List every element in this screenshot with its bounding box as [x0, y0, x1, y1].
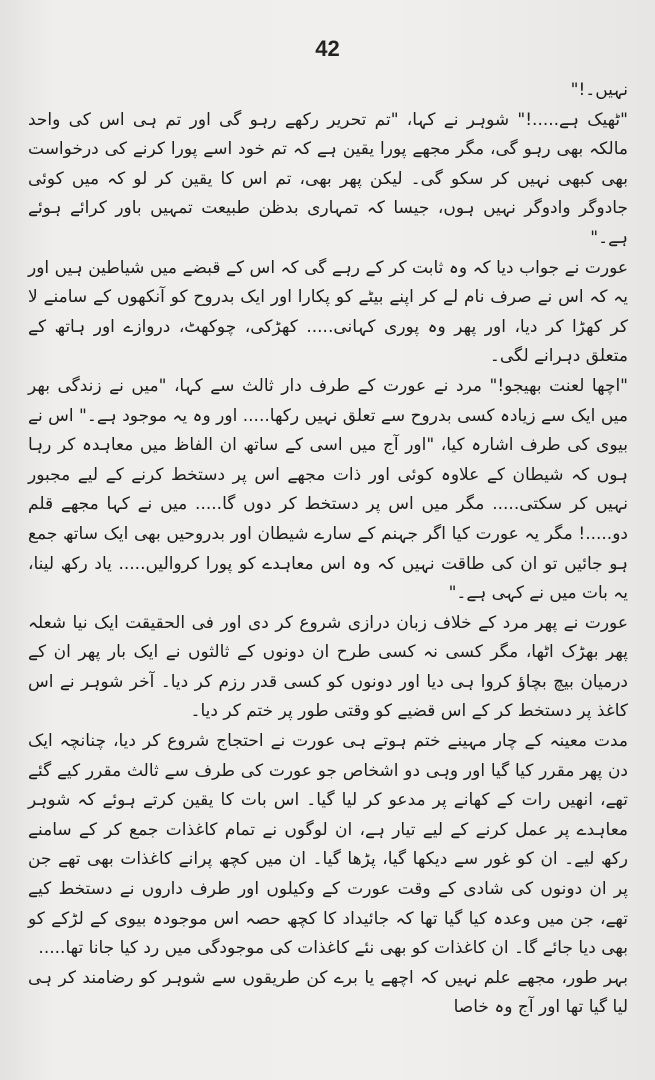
page-body — [28, 76, 628, 1023]
paragraph: عورت نے پھر مرد کے خلاف زبان درازی شروع کر دی اور فی الحقیقت ایک نیا شعلہ پھر بھڑک اٹھا، مگر کسی نہ کسی طرح ان دونوں کے ثالثوں نے ایک بار پھر ان کے درمیان بیچ بچاؤ کروا ہی دیا اور دونوں کو کسی قدر رزم کر دیا۔ آخر شوہر نے اس کاغذ پر دستخط کر کے اس قضیے کو وقتی طور پر ختم کر دیا۔ — [28, 612, 628, 722]
paragraph: نہیں۔!" — [570, 80, 628, 100]
paragraph: "اچھا لعنت بھیجو!" مرد نے عورت کے طرف دار ثالث سے کہا، "میں نے زندگی بھر میں ایک سے زیادہ کسی بدروح سے تعلق نہیں رکھا..... اور وہ یہ موجود ہے۔" اس نے بیوی کی طرف اشارہ کیا، "اور آج میں اسی کے ساتھ ان الفاظ میں معاہدہ کر رہا ہوں کہ شیطان کے علاوہ کوئی اور ذات مجھے اس پر دستخط کرنے کے لیے مجبور نہیں کر سکتی..... مگر میں اس پر دستخط کر دوں گا..... میں نے کہا مجھے قلم دو.....! مگر یہ عورت کیا اگر جہنم کے سارے شیطان اور بدروحیں بھی ایک ساتھ جمع ہو جائیں تو ان کی طاقت نہیں کہ وہ اس معاہدے کو پورا کروالیں..... یاد رکھ لینا، یہ بات میں نے کہی ہے۔" — [28, 375, 628, 604]
paragraph: عورت نے جواب دیا کہ وہ ثابت کر کے رہے گی کہ اس کے قبضے میں شیاطین ہیں اور یہ کہ اس نے صرف نام لے کر اپنے بیٹے کو پکارا اور ایک بدروح کو آنکھوں کے سامنے لا کر کھڑا کر دیا، اور پھر وہ پوری کہانی..... کھڑکی، چوکھٹ، دروازے اور ہاتھ کے متعلق دہرانے لگی۔ — [28, 257, 628, 367]
page-number: 42 — [315, 36, 340, 61]
paragraph: مدت معینہ کے چار مہینے ختم ہوتے ہی عورت نے احتجاج شروع کر دیا، چنانچہ ایک دن پھر مقرر کیا گیا اور وہی دو اشخاص جو عورت کی طرف سے ثالث مقرر کیے گئے تھے، انھیں رات کے کھانے پر مدعو کر لیا گیا۔ اس بات کا یقین کرتے ہوئے کہ شوہر معاہدے پر عمل کرنے کے لیے تیار ہے، ان لوگوں نے تمام کاغذات جمع کر کے سامنے رکھ لیے۔ ان کو غور سے دیکھا گیا، پڑھا گیا۔ ان میں کچھ پرانے کاغذات بھی تھے جن پر ان دونوں کی شادی کے وقت عورت کے وکیلوں اور طرف داروں نے دستخط کیے تھے، جن میں وعدہ کیا گیا تھا کہ جائیداد کا کچھ حصہ اس موجودہ بیوی کے لڑکے کو بھی دیا جائے گا۔ ان کاغذات کو بھی نئے کاغذات کی موجودگی میں رد کیا جانا تھا..... — [28, 731, 628, 959]
paragraph: بہر طور، مجھے علم نہیں کہ اچھے یا برے کن طریقوں سے شوہر کو رضامند کر ہی لیا گیا تھا اور آج وہ خاصا — [28, 967, 628, 1018]
paragraph: "ٹھیک ہے.....!" شوہر نے کہا، "تم تحریر رکھے رہو گی اور تم ہی اس کی واحد مالکہ بھی رہو گی، مگر مجھے پورا یقین ہے کہ تم خود اسے پورا کرنے کی درخواست بھی کبھی نہیں کر سکو گی۔ لیکن پھر بھی، تم اس کا یقین کر لو کہ میں کوئی جادوگر وادوگر نہیں ہوں، جیسا کہ تمہاری بدظن طبیعت تمہیں باور کرائے ہوئے ہے۔" — [28, 109, 628, 248]
